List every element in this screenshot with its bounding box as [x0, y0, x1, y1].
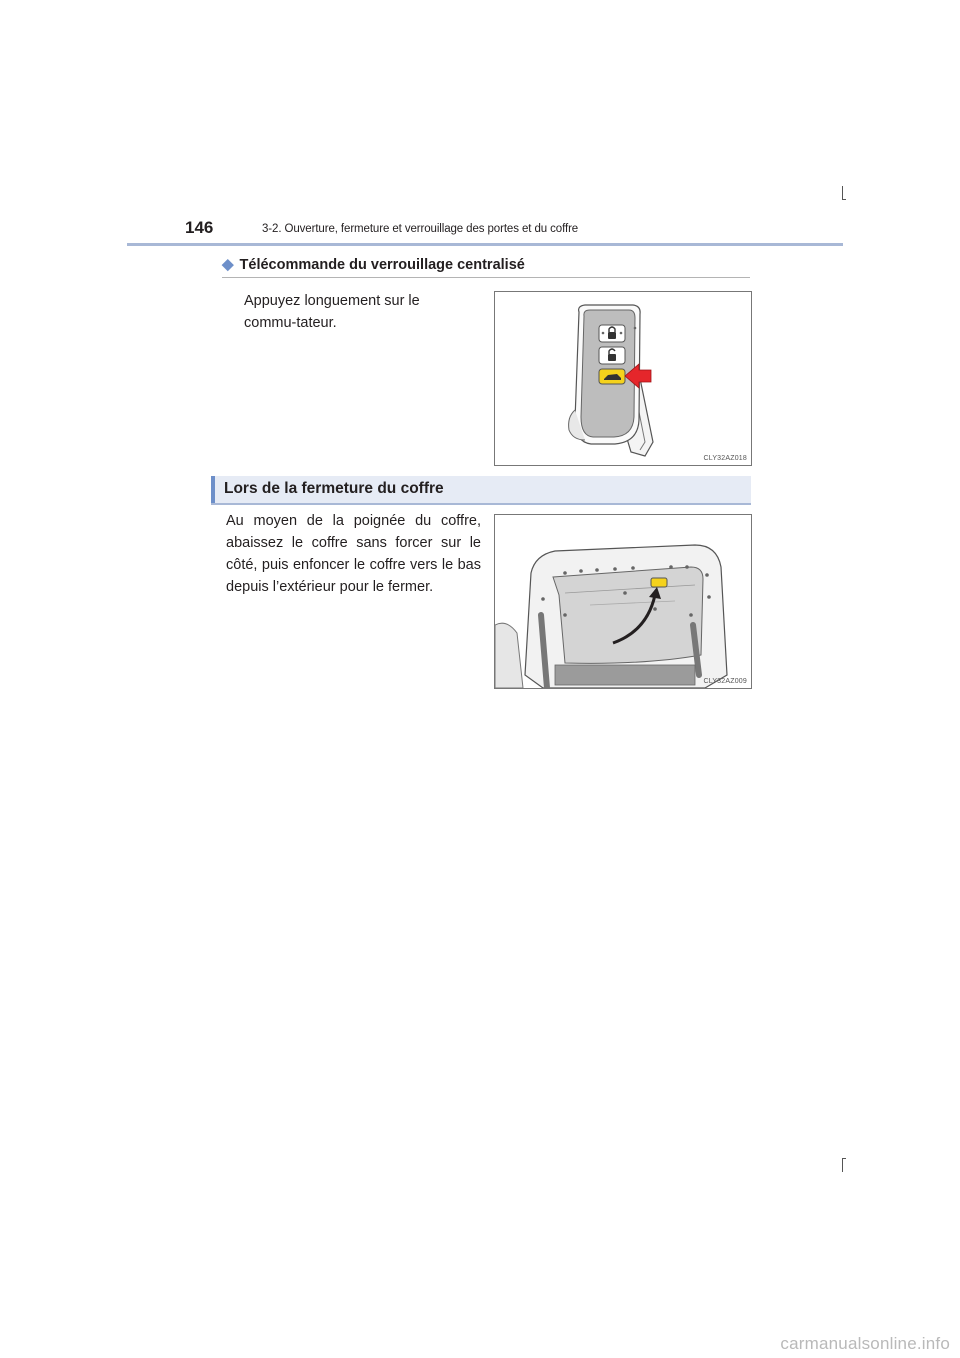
section-accent [211, 476, 215, 503]
closing-instruction: Au moyen de la poignée du coffre, abaissez le coffre sans forcer sur le côté, puis enfoncer le coffre vers le bas depuis l’extérieur pour le fermer. [226, 513, 481, 595]
remote-instruction: Appuyez longuement sur le commu-tateur. [244, 293, 420, 331]
remote-key-figure [494, 291, 752, 466]
trunk-closing-figure [494, 514, 752, 689]
crop-mark-top-right-tick [842, 199, 846, 200]
crop-mark-bottom-right-tick [842, 1158, 846, 1159]
closing-section-bar [211, 476, 751, 505]
remote-figure-code: CLY32AZ018 [703, 455, 747, 462]
closing-figure-code: CLY32AZ009 [703, 678, 747, 685]
remote-subheading-text: Télécommande du verrouillage centralisé [239, 257, 525, 273]
chapter-title: 3-2. Ouverture, fermeture et verrouillage des portes et du coffre [262, 223, 579, 235]
diamond-bullet-icon: ◆ [222, 256, 234, 273]
trunk-lid-illustration [495, 515, 751, 688]
remote-subheading [222, 255, 525, 273]
header-rule [127, 243, 843, 246]
smart-key-illustration [495, 292, 751, 465]
footer-watermark: carmanualsonline.info [780, 1334, 950, 1353]
crop-mark-top-right [842, 186, 843, 200]
subheading-rule [222, 277, 750, 278]
closing-section-title: Lors de la fermeture du coffre [224, 480, 444, 497]
crop-mark-bottom-right [842, 1158, 843, 1172]
page-number: 146 [185, 218, 214, 237]
